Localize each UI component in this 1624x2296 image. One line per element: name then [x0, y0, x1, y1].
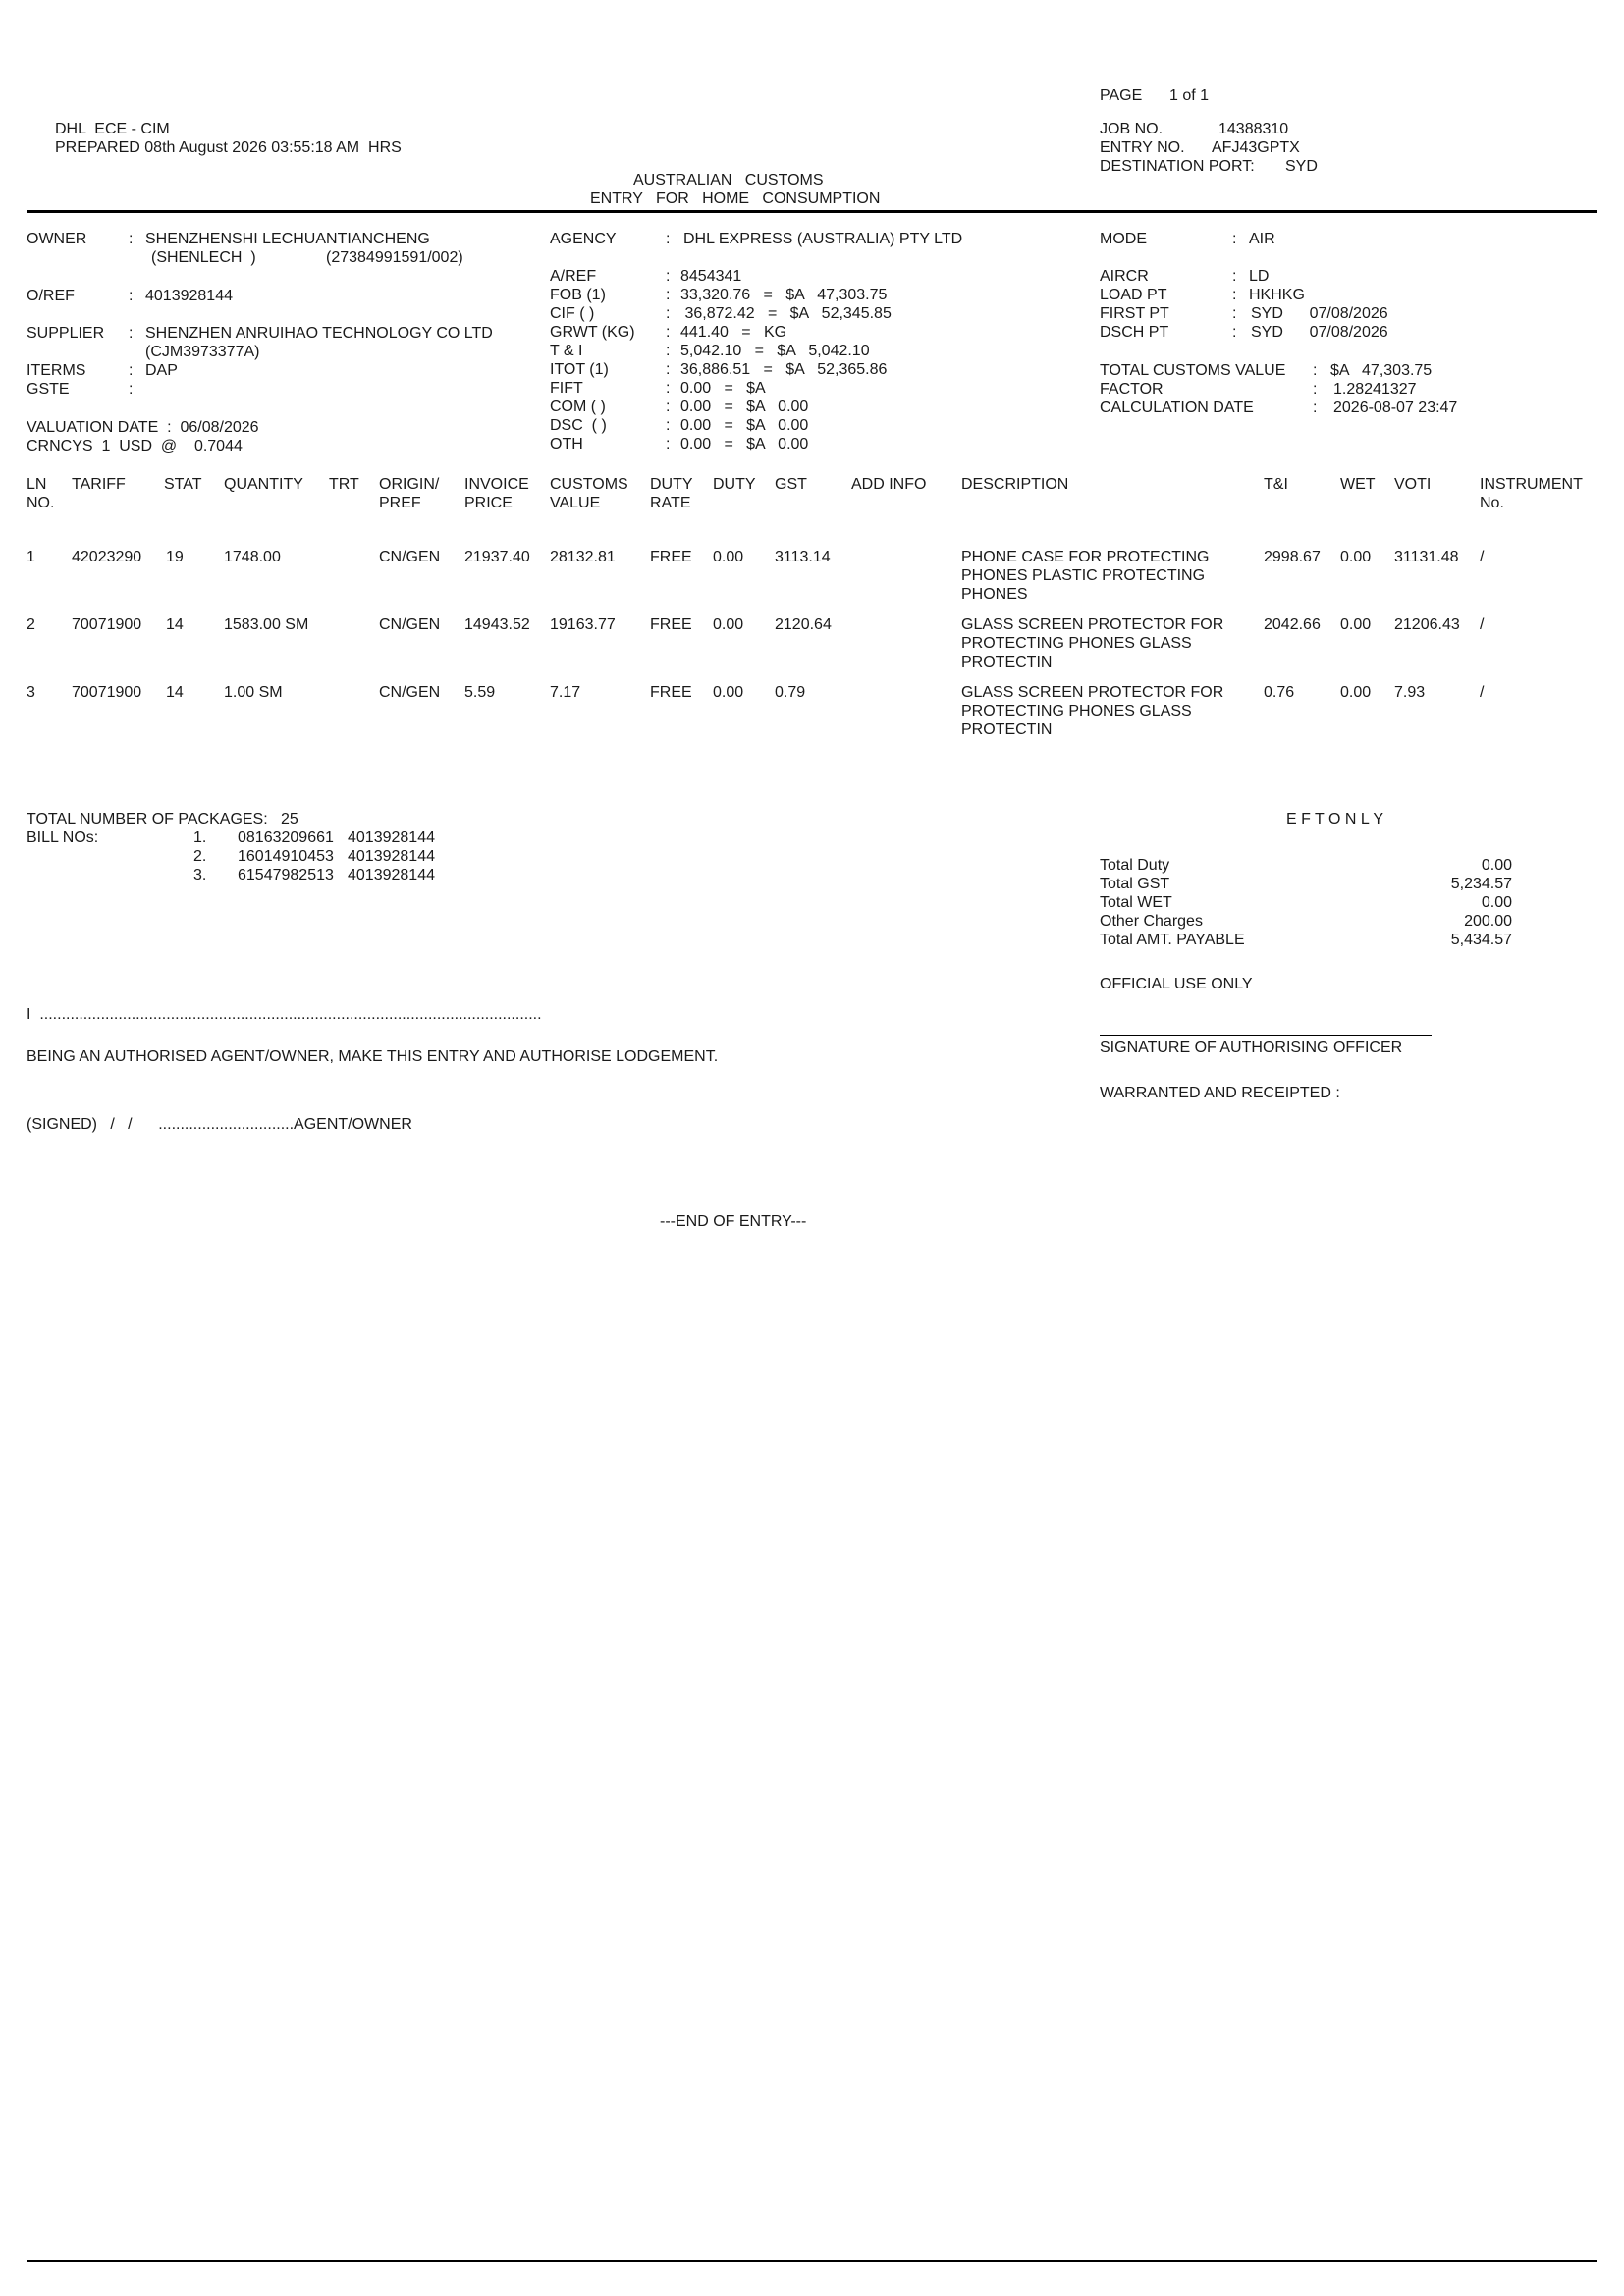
- signature-label: SIGNATURE OF AUTHORISING OFFICER: [1100, 1040, 1403, 1056]
- cif-label: CIF ( ): [550, 305, 595, 322]
- iterms-value: DAP: [145, 362, 178, 379]
- grwt-value: 441.40 = KG: [680, 324, 787, 341]
- dsc-label: DSC ( ): [550, 417, 607, 434]
- grwt-label: GRWT (KG): [550, 324, 635, 341]
- row-duty: 0.00: [713, 549, 744, 565]
- eft-only: E F T O N L Y: [1286, 811, 1383, 828]
- row-quantity: 1748.00: [224, 549, 281, 565]
- row-description: PHONE CASE FOR PROTECTING PHONES PLASTIC PROTECTING PHONES: [961, 549, 1210, 603]
- warranted-receipted: WARRANTED AND RECEIPTED :: [1100, 1085, 1340, 1101]
- col-ti: T&I: [1264, 476, 1288, 493]
- col-ln: LN NO.: [27, 476, 55, 511]
- row-wet: 0.00: [1340, 549, 1372, 565]
- page-label: PAGE: [1100, 87, 1143, 104]
- owner-value: SHENZHENSHI LECHUANTIANCHENG: [145, 231, 430, 247]
- row-description: GLASS SCREEN PROTECTOR FOR PROTECTING PHONES GLASS PROTECTIN: [961, 684, 1224, 738]
- col-duty-rate: DUTY RATE: [650, 476, 693, 511]
- row-stat: 14: [166, 684, 184, 701]
- signature-line: [1100, 1035, 1432, 1036]
- declaration-name-line: I ...................................................................................................................: [27, 1006, 542, 1023]
- load-port-value: HKHKG: [1249, 287, 1305, 303]
- ti-value: 5,042.10 = $A 5,042.10: [680, 343, 870, 359]
- col-stat: STAT: [164, 476, 202, 493]
- oref-label: O/REF: [27, 288, 75, 304]
- signed-line: (SIGNED) / / ...............................AGENT/OWNER: [27, 1116, 412, 1133]
- col-gst: GST: [775, 476, 807, 493]
- calculation-date-label: CALCULATION DATE: [1100, 400, 1254, 416]
- row-invoice-price: 14943.52: [464, 616, 530, 633]
- row-tariff: 70071900: [72, 616, 142, 633]
- row-ln: 1: [27, 549, 35, 565]
- table-row: [0, 615, 1624, 674]
- total-wet-label: Total WET: [1100, 894, 1172, 911]
- destination-port-value: SYD: [1285, 158, 1318, 175]
- aref-label: A/REF: [550, 268, 597, 285]
- bill-ref: 4013928144: [348, 829, 435, 846]
- gste-label: GSTE: [27, 381, 70, 398]
- row-duty-rate: FREE: [650, 549, 692, 565]
- discharge-port-value: SYD 07/08/2026: [1251, 324, 1388, 341]
- supplier-value: SHENZHEN ANRUIHAO TECHNOLOGY CO LTD: [145, 325, 493, 342]
- col-add-info: ADD INFO: [851, 476, 927, 493]
- row-voti: 31131.48: [1394, 549, 1459, 565]
- company-name: DHL ECE - CIM: [55, 121, 170, 137]
- row-duty-rate: FREE: [650, 616, 692, 633]
- total-payable-value: 5,434.57: [1450, 932, 1512, 948]
- bill-ref: 4013928144: [348, 848, 435, 865]
- official-use-only: OFFICIAL USE ONLY: [1100, 976, 1253, 992]
- row-invoice-price: 5.59: [464, 684, 496, 701]
- fob-label: FOB (1): [550, 287, 606, 303]
- row-ln: 2: [27, 616, 35, 633]
- row-quantity: 1.00 SM: [224, 684, 283, 701]
- cif-value: 36,872.42 = $A 52,345.85: [680, 305, 892, 322]
- job-no-label: JOB NO.: [1100, 121, 1164, 137]
- valuation-date: VALUATION DATE : 06/08/2026: [27, 419, 259, 436]
- row-quantity: 1583.00 SM: [224, 616, 309, 633]
- row-ti: 2998.67: [1264, 549, 1321, 565]
- col-invoice-price: INVOICE PRICE: [464, 476, 529, 511]
- bill-number: 2.: [193, 848, 207, 865]
- col-origin: ORIGIN/ PREF: [379, 476, 440, 511]
- col-trt: TRT: [329, 476, 359, 493]
- bill-awb: 61547982513: [238, 867, 334, 883]
- oref-value: 4013928144: [145, 288, 233, 304]
- load-port-label: LOAD PT: [1100, 287, 1167, 303]
- row-duty: 0.00: [713, 684, 744, 701]
- row-ti: 0.76: [1264, 684, 1295, 701]
- fift-label: FIFT: [550, 380, 583, 397]
- row-duty-rate: FREE: [650, 684, 692, 701]
- end-of-entry: ---END OF ENTRY---: [660, 1213, 807, 1230]
- total-customs-value: $A 47,303.75: [1330, 362, 1433, 379]
- row-wet: 0.00: [1340, 616, 1372, 633]
- header-divider: [27, 210, 1597, 213]
- col-tariff: TARIFF: [72, 476, 126, 493]
- oth-label: OTH: [550, 436, 583, 453]
- row-tariff: 70071900: [72, 684, 142, 701]
- itot-label: ITOT (1): [550, 361, 609, 378]
- row-instrument: /: [1480, 616, 1485, 633]
- owner-short-name: (SHENLECH ): [151, 249, 256, 266]
- job-no-value: 14388310: [1218, 121, 1289, 137]
- row-wet: 0.00: [1340, 684, 1372, 701]
- bill-number: 1.: [193, 829, 207, 846]
- aircr-label: AIRCR: [1100, 268, 1149, 285]
- row-description: GLASS SCREEN PROTECTOR FOR PROTECTING PHONES GLASS PROTECTIN: [961, 616, 1224, 670]
- row-gst: 3113.14: [775, 549, 831, 565]
- total-duty-label: Total Duty: [1100, 857, 1170, 874]
- col-voti: VOTI: [1394, 476, 1432, 493]
- row-stat: 14: [166, 616, 184, 633]
- currency-rate: CRNCYS 1 USD @ 0.7044: [27, 438, 243, 454]
- row-gst: 2120.64: [775, 616, 832, 633]
- ti-label: T & I: [550, 343, 583, 359]
- col-customs-value: CUSTOMS VALUE: [550, 476, 628, 511]
- row-voti: 21206.43: [1394, 616, 1460, 633]
- document-subtitle: ENTRY FOR HOME CONSUMPTION: [590, 190, 881, 207]
- dsc-value: 0.00 = $A 0.00: [680, 417, 809, 434]
- factor-value: 1.28241327: [1333, 381, 1417, 398]
- row-customs-value: 19163.77: [550, 616, 616, 633]
- bill-awb: 08163209661: [238, 829, 334, 846]
- col-quantity: QUANTITY: [224, 476, 303, 493]
- table-row: [0, 683, 1624, 742]
- other-charges-value: 200.00: [1464, 913, 1512, 930]
- total-gst-value: 5,234.57: [1450, 876, 1512, 892]
- supplier-label: SUPPLIER: [27, 325, 105, 342]
- owner-label: OWNER: [27, 231, 87, 247]
- total-duty-value: 0.00: [1481, 857, 1512, 874]
- supplier-code: (CJM3973377A): [145, 344, 260, 360]
- other-charges-label: Other Charges: [1100, 913, 1203, 930]
- oth-value: 0.00 = $A 0.00: [680, 436, 809, 453]
- footer-divider: [27, 2260, 1597, 2262]
- calculation-date-value: 2026-08-07 23:47: [1333, 400, 1458, 416]
- bill-number: 3.: [193, 867, 207, 883]
- row-stat: 19: [166, 549, 184, 565]
- agency-label: AGENCY: [550, 231, 617, 247]
- bill-ref: 4013928144: [348, 867, 435, 883]
- com-value: 0.00 = $A 0.00: [680, 399, 809, 415]
- fob-value: 33,320.76 = $A 47,303.75: [680, 287, 888, 303]
- bill-nos-label: BILL NOs:: [27, 829, 99, 846]
- mode-value: AIR: [1249, 231, 1275, 247]
- row-customs-value: 28132.81: [550, 549, 616, 565]
- total-customs-value-label: TOTAL CUSTOMS VALUE: [1100, 362, 1286, 379]
- first-port-value: SYD 07/08/2026: [1251, 305, 1388, 322]
- iterms-label: ITERMS: [27, 362, 86, 379]
- col-duty: DUTY: [713, 476, 756, 493]
- first-port-label: FIRST PT: [1100, 305, 1169, 322]
- factor-label: FACTOR: [1100, 381, 1164, 398]
- table-row: [0, 548, 1624, 607]
- row-tariff: 42023290: [72, 549, 142, 565]
- entry-no-label: ENTRY NO.: [1100, 139, 1185, 156]
- entry-no-value: AFJ43GPTX: [1212, 139, 1300, 156]
- discharge-port-label: DSCH PT: [1100, 324, 1169, 341]
- page-number: 1 of 1: [1169, 87, 1210, 104]
- row-instrument: /: [1480, 684, 1485, 701]
- row-origin: CN/GEN: [379, 684, 441, 701]
- row-origin: CN/GEN: [379, 549, 441, 565]
- fift-value: 0.00 = $A: [680, 380, 766, 397]
- col-instrument: INSTRUMENT No.: [1480, 476, 1583, 511]
- row-voti: 7.93: [1394, 684, 1426, 701]
- col-wet: WET: [1340, 476, 1376, 493]
- total-packages: TOTAL NUMBER OF PACKAGES: 25: [27, 811, 298, 828]
- document-title: AUSTRALIAN CUSTOMS: [633, 172, 824, 188]
- bill-awb: 16014910453: [238, 848, 334, 865]
- total-payable-label: Total AMT. PAYABLE: [1100, 932, 1245, 948]
- destination-port-label: DESTINATION PORT:: [1100, 158, 1255, 175]
- total-gst-label: Total GST: [1100, 876, 1170, 892]
- prepared-timestamp: PREPARED 08th August 2026 03:55:18 AM HRS: [55, 139, 402, 156]
- row-duty: 0.00: [713, 616, 744, 633]
- itot-value: 36,886.51 = $A 52,365.86: [680, 361, 888, 378]
- row-invoice-price: 21937.40: [464, 549, 530, 565]
- row-customs-value: 7.17: [550, 684, 581, 701]
- mode-label: MODE: [1100, 231, 1147, 247]
- owner-code: (27384991591/002): [326, 249, 463, 266]
- total-wet-value: 0.00: [1481, 894, 1512, 911]
- com-label: COM ( ): [550, 399, 606, 415]
- row-ti: 2042.66: [1264, 616, 1321, 633]
- agency-value: DHL EXPRESS (AUSTRALIA) PTY LTD: [683, 231, 963, 247]
- aref-value: 8454341: [680, 268, 742, 285]
- row-gst: 0.79: [775, 684, 806, 701]
- col-description: DESCRIPTION: [961, 476, 1069, 493]
- row-instrument: /: [1480, 549, 1485, 565]
- declaration-text: BEING AN AUTHORISED AGENT/OWNER, MAKE THIS ENTRY AND AUTHORISE LODGEMENT.: [27, 1048, 719, 1065]
- row-origin: CN/GEN: [379, 616, 441, 633]
- aircr-value: LD: [1249, 268, 1270, 285]
- row-ln: 3: [27, 684, 35, 701]
